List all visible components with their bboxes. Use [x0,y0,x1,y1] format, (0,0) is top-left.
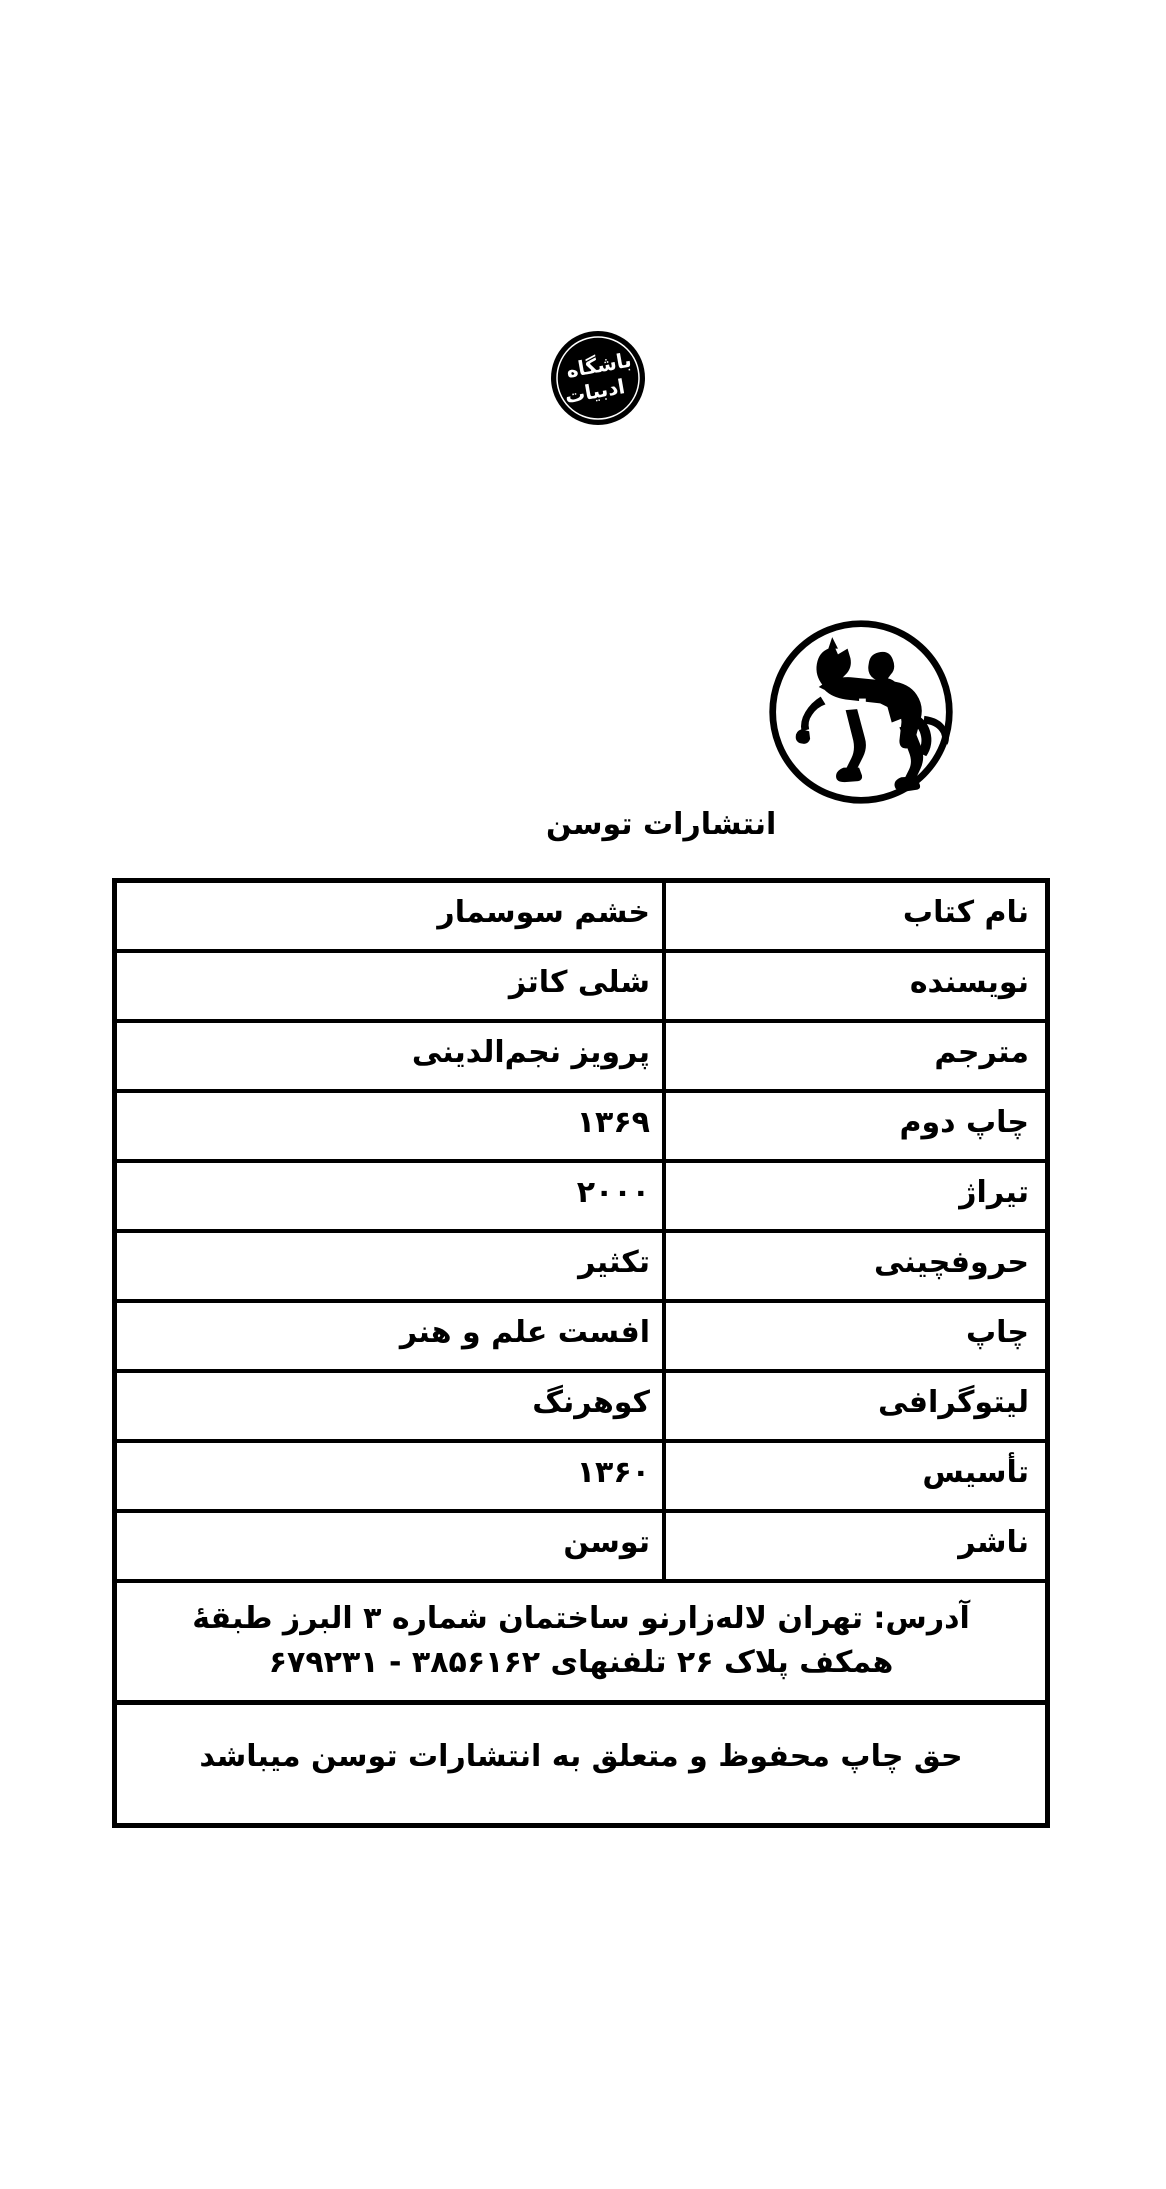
row-label: تأسیس [662,1443,1045,1509]
row-label: مترجم [662,1023,1045,1089]
row-label: چاپ [662,1303,1045,1369]
literature-club-stamp [548,328,648,428]
colophon-table [112,878,1050,1828]
table-row [117,1233,1045,1303]
row-value: ۱۳۶۹ [576,1105,650,1141]
row-label: تیراژ [662,1163,1045,1229]
row-label: نام کتاب [662,883,1045,949]
table-row [117,1303,1045,1373]
table-row [117,883,1045,953]
row-value: توسن [563,1525,650,1561]
row-value: کوهرنگ [532,1385,650,1421]
copyright-text: حق چاپ محفوظ و متعلق به انتشارات توسن میباشد [199,1739,963,1774]
row-value: ۲۰۰۰ [576,1175,650,1211]
row-value: خشم سوسمار [437,895,650,931]
table-row [117,953,1045,1023]
row-label: نویسنده [662,953,1045,1019]
address-block [117,1583,1045,1705]
row-label: لیتوگرافی [662,1373,1045,1439]
table-row [117,1373,1045,1443]
svg-text:ادبیات: ادبیات [562,374,627,409]
svg-text:باشگاه: باشگاه [564,347,634,383]
row-value: ۱۳۶۰ [576,1455,650,1491]
horseman-logo [765,616,957,808]
copyright-block [117,1705,1045,1823]
row-value: تکثیر [578,1245,650,1281]
table-row [117,1443,1045,1513]
table-row [117,1093,1045,1163]
row-label: چاپ دوم [662,1093,1045,1159]
table-row [117,1163,1045,1233]
row-label: ناشر [662,1513,1045,1579]
address-line-1: آدرس: تهران لاله‌زارنو ساختمان شماره ۳ البرز طبقهٔ [192,1601,970,1636]
table-row [117,1023,1045,1093]
address-line-2: همکف پلاک ۲۶ تلفنهای ۳۸۵۶۱۶۲ - ۶۷۹۲۳۱ [268,1644,894,1680]
table-row [117,1513,1045,1583]
publisher-name: انتشارات توسن [546,807,777,842]
row-value: شلی کاتز [508,965,650,1001]
row-label: حروفچینی [662,1233,1045,1299]
row-value: افست علم و هنر [399,1315,650,1351]
row-value: پرویز نجم‌الدینی [411,1035,650,1071]
